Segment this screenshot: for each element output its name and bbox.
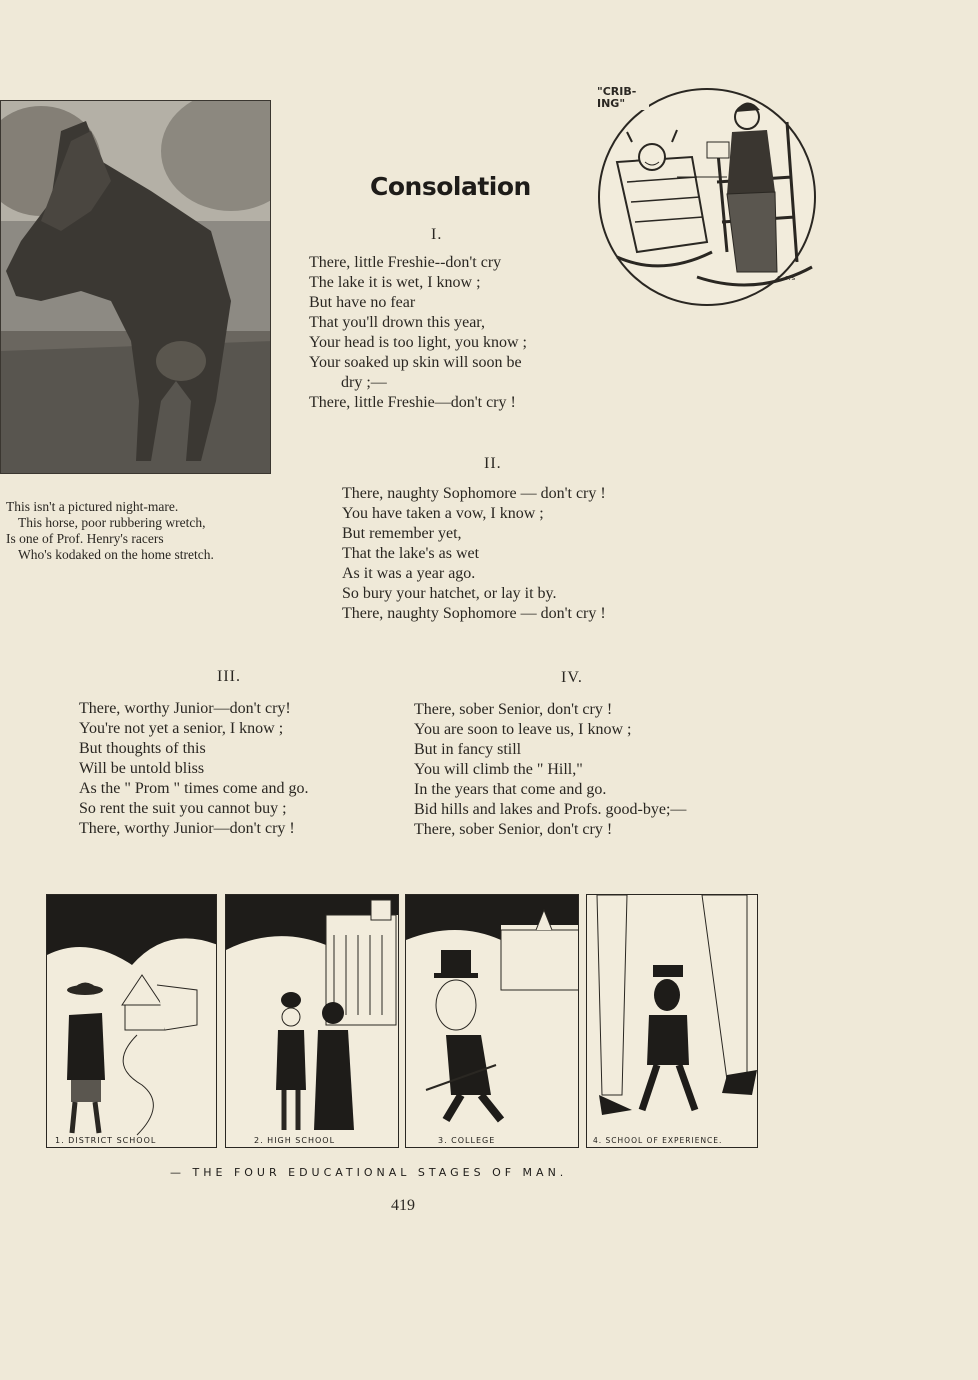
cartoon-signature: c.r.s xyxy=(777,274,797,282)
comic-panel-high-school xyxy=(225,894,399,1148)
verse-line: Bid hills and lakes and Profs. good-bye;— xyxy=(414,801,687,818)
verse-line: As it was a year ago. xyxy=(342,565,476,582)
school-of-experience-drawing xyxy=(587,895,758,1148)
strip-caption: — THE FOUR EDUCATIONAL STAGES OF MAN. xyxy=(170,1166,568,1179)
stanza-1 xyxy=(309,253,527,413)
verse-line: Your head is too light, you know ; xyxy=(309,334,527,351)
comic-panel-district-school xyxy=(46,894,217,1148)
verse-line: But have no fear xyxy=(309,294,416,311)
verse-line: So bury your hatchet, or lay it by. xyxy=(342,585,557,602)
verse-line: As the " Prom " times come and go. xyxy=(79,780,309,797)
high-school-drawing xyxy=(226,895,399,1148)
verse-line: dry ;— xyxy=(341,374,387,391)
caption-line: This isn't a pictured night-mare. xyxy=(6,499,179,514)
verse-line: There, worthy Junior—don't cry ! xyxy=(79,820,295,837)
cribbing-cartoon xyxy=(597,82,817,307)
panel-label: 4. SCHOOL OF EXPERIENCE. xyxy=(593,1136,723,1145)
verse-line: But remember yet, xyxy=(342,525,462,542)
stanza-numeral: I. xyxy=(431,226,443,243)
verse-line: So rent the suit you cannot buy ; xyxy=(79,800,287,817)
cartoon-label: "CRIB-ING" xyxy=(597,86,649,110)
comic-panel-school-of-experience xyxy=(586,894,758,1148)
page-number: 419 xyxy=(391,1197,415,1214)
verse-line: There, naughty Sophomore — don't cry ! xyxy=(342,485,606,502)
verse-line: The lake it is wet, I know ; xyxy=(309,274,481,291)
verse-line: But thoughts of this xyxy=(79,740,206,757)
verse-line: But in fancy still xyxy=(414,741,522,758)
verse-line: You have taken a vow, I know ; xyxy=(342,505,544,522)
verse-line: In the years that come and go. xyxy=(414,781,607,798)
stanza-3 xyxy=(79,699,308,839)
verse-line: There, little Freshie—don't cry ! xyxy=(309,394,516,411)
verse-line: That the lake's as wet xyxy=(342,545,480,562)
page-title: Consolation xyxy=(370,172,531,201)
stanza-numeral: III. xyxy=(217,668,241,685)
stanza-2 xyxy=(342,484,606,624)
panel-label: 1. DISTRICT SCHOOL xyxy=(55,1136,157,1145)
photo-caption xyxy=(6,499,214,563)
panel-label: 2. HIGH SCHOOL xyxy=(254,1136,336,1145)
stanza-4 xyxy=(414,700,686,840)
stanza-numeral: IV. xyxy=(561,669,583,686)
stanza-numeral: II. xyxy=(484,455,502,472)
verse-line: There, sober Senior, don't cry ! xyxy=(414,821,613,838)
horse-photo xyxy=(0,100,271,474)
horse-illustration xyxy=(1,101,271,474)
verse-line: Your soaked up skin will soon be xyxy=(309,354,522,371)
verse-line: You will climb the " Hill," xyxy=(414,761,583,778)
comic-strip xyxy=(46,894,760,1150)
caption-line: Who's kodaked on the home stretch. xyxy=(18,547,214,562)
verse-line: There, naughty Sophomore — don't cry ! xyxy=(342,605,606,622)
strip-caption-text: THE FOUR EDUCATIONAL STAGES OF MAN. xyxy=(192,1166,568,1179)
verse-line: You're not yet a senior, I know ; xyxy=(79,720,284,737)
caption-line: Is one of Prof. Henry's racers xyxy=(6,531,164,546)
verse-line: There, sober Senior, don't cry ! xyxy=(414,701,613,718)
verse-line: That you'll drown this year, xyxy=(309,314,485,331)
district-school-drawing xyxy=(47,895,217,1148)
verse-line: You are soon to leave us, I know ; xyxy=(414,721,632,738)
verse-line: There, worthy Junior—don't cry! xyxy=(79,700,291,717)
panel-label: 3. COLLEGE xyxy=(438,1136,496,1145)
caption-line: This horse, poor rubbering wretch, xyxy=(18,515,206,530)
verse-line: There, little Freshie--don't cry xyxy=(309,254,502,271)
verse-line: Will be untold bliss xyxy=(79,760,205,777)
college-drawing xyxy=(406,895,579,1148)
comic-panel-college xyxy=(405,894,579,1148)
